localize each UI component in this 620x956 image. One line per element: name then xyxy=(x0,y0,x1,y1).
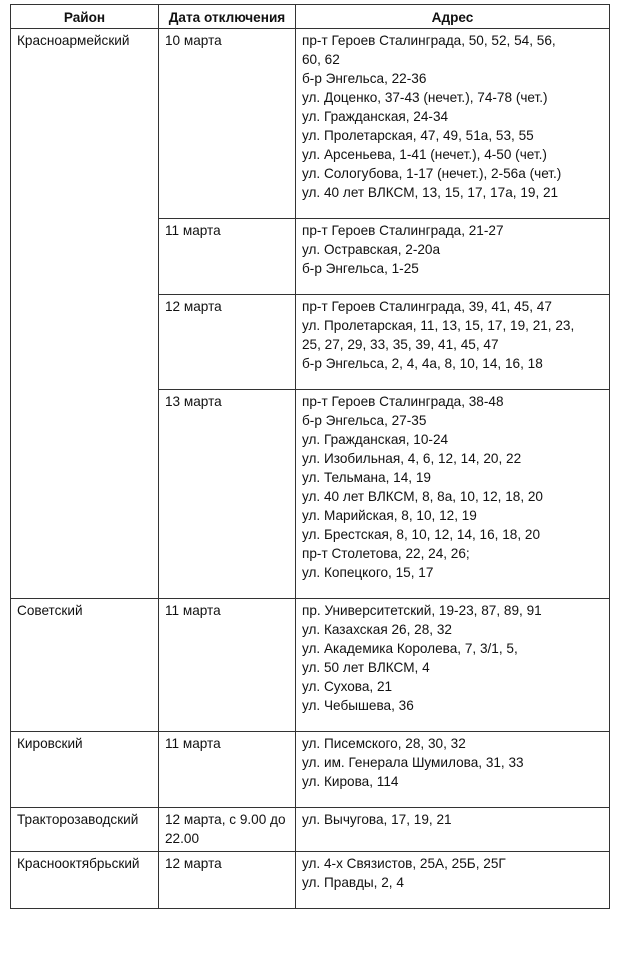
address-line: ул. Гражданская, 24-34 xyxy=(302,109,449,124)
district-cell: Тракторозаводский xyxy=(11,808,159,852)
address-line: б-р Энгельса, 1-25 xyxy=(302,261,419,276)
address-line: пр-т Героев Сталинграда, 39, 41, 45, 47 xyxy=(302,299,552,314)
address-line: ул. Копецкого, 15, 17 xyxy=(302,565,434,580)
address-line: пр. Университетский, 19-23, 87, 89, 91 xyxy=(302,603,542,618)
date-cell: 13 марта xyxy=(159,390,296,599)
address-line: ул. Марийская, 8, 10, 12, 19 xyxy=(302,508,477,523)
address-line: б-р Энгельса, 2, 4, 4а, 8, 10, 14, 16, 18 xyxy=(302,356,543,371)
address-line: пр-т Героев Сталинграда, 38-48 xyxy=(302,394,504,409)
date-cell: 11 марта xyxy=(159,219,296,295)
address-cell xyxy=(296,599,610,732)
address-line: ул. Кирова, 114 xyxy=(302,774,399,789)
district-cell: Красноармейский xyxy=(11,29,159,599)
address-line: ул. Академика Королева, 7, 3/1, 5, xyxy=(302,641,518,656)
address-cell xyxy=(296,295,610,390)
outage-table xyxy=(10,4,610,909)
address-line: ул. Брестская, 8, 10, 12, 14, 16, 18, 20 xyxy=(302,527,541,542)
district-cell: Краснооктябрьский xyxy=(11,852,159,909)
address-cell xyxy=(296,808,610,852)
address-line: пр-т Столетова, 22, 24, 26; xyxy=(302,546,470,561)
address-line: б-р Энгельса, 27-35 xyxy=(302,413,427,428)
address-cell xyxy=(296,219,610,295)
address-line: пр-т Героев Сталинграда, 50, 52, 54, 56, xyxy=(302,33,556,48)
date-cell: 12 марта xyxy=(159,295,296,390)
district-cell: Советский xyxy=(11,599,159,732)
address-line: ул. Изобильная, 4, 6, 12, 14, 20, 22 xyxy=(302,451,522,466)
address-line: б-р Энгельса, 22-36 xyxy=(302,71,427,86)
address-line: ул. им. Генерала Шумилова, 31, 33 xyxy=(302,755,524,770)
header-date: Дата отключения xyxy=(159,5,296,29)
address-line: ул. Доценко, 37-43 (нечет.), 74-78 (чет.) xyxy=(302,90,548,105)
address-line: ул. Остравская, 2-20а xyxy=(302,242,441,257)
date-cell: 11 марта xyxy=(159,599,296,732)
address-line: ул. 4-х Связистов, 25А, 25Б, 25Г xyxy=(302,856,506,871)
district-cell: Кировский xyxy=(11,732,159,808)
header-district: Район xyxy=(11,5,159,29)
address-line: ул. Пролетарская, 47, 49, 51а, 53, 55 xyxy=(302,128,534,143)
date-cell: 12 марта xyxy=(159,852,296,909)
table-row xyxy=(11,29,610,219)
address-line: ул. Правды, 2, 4 xyxy=(302,875,404,890)
address-line: ул. 50 лет ВЛКСМ, 4 xyxy=(302,660,430,675)
table-row xyxy=(11,599,610,732)
table-row xyxy=(11,808,610,852)
address-line: ул. Вычугова, 17, 19, 21 xyxy=(302,812,452,827)
address-line: ул. Сухова, 21 xyxy=(302,679,393,694)
date-cell: 12 марта, с 9.00 до 22.00 xyxy=(159,808,296,852)
date-cell: 10 марта xyxy=(159,29,296,219)
table-header-row xyxy=(11,5,610,29)
address-cell xyxy=(296,852,610,909)
date-cell: 11 марта xyxy=(159,732,296,808)
address-cell xyxy=(296,732,610,808)
address-line: 25, 27, 29, 33, 35, 39, 41, 45, 47 xyxy=(302,337,499,352)
address-line: ул. Гражданская, 10-24 xyxy=(302,432,449,447)
table-row xyxy=(11,852,610,909)
address-line: ул. 40 лет ВЛКСМ, 8, 8а, 10, 12, 18, 20 xyxy=(302,489,543,504)
address-cell xyxy=(296,390,610,599)
document-page xyxy=(10,4,609,909)
header-address: Адрес xyxy=(296,5,610,29)
address-line: пр-т Героев Сталинграда, 21-27 xyxy=(302,223,504,238)
address-line: ул. Писемского, 28, 30, 32 xyxy=(302,736,466,751)
address-line: ул. Пролетарская, 11, 13, 15, 17, 19, 21, 23, xyxy=(302,318,575,333)
address-line: 60, 62 xyxy=(302,52,340,67)
address-line: ул. Сологубова, 1-17 (нечет.), 2-56а (чет.) xyxy=(302,166,562,181)
table-row xyxy=(11,732,610,808)
address-line: ул. Казахская 26, 28, 32 xyxy=(302,622,452,637)
address-cell xyxy=(296,29,610,219)
address-line: ул. 40 лет ВЛКСМ, 13, 15, 17, 17а, 19, 21 xyxy=(302,185,559,200)
address-line: ул. Чебышева, 36 xyxy=(302,698,414,713)
address-line: ул. Арсеньева, 1-41 (нечет.), 4-50 (чет.) xyxy=(302,147,547,162)
address-line: ул. Тельмана, 14, 19 xyxy=(302,470,431,485)
